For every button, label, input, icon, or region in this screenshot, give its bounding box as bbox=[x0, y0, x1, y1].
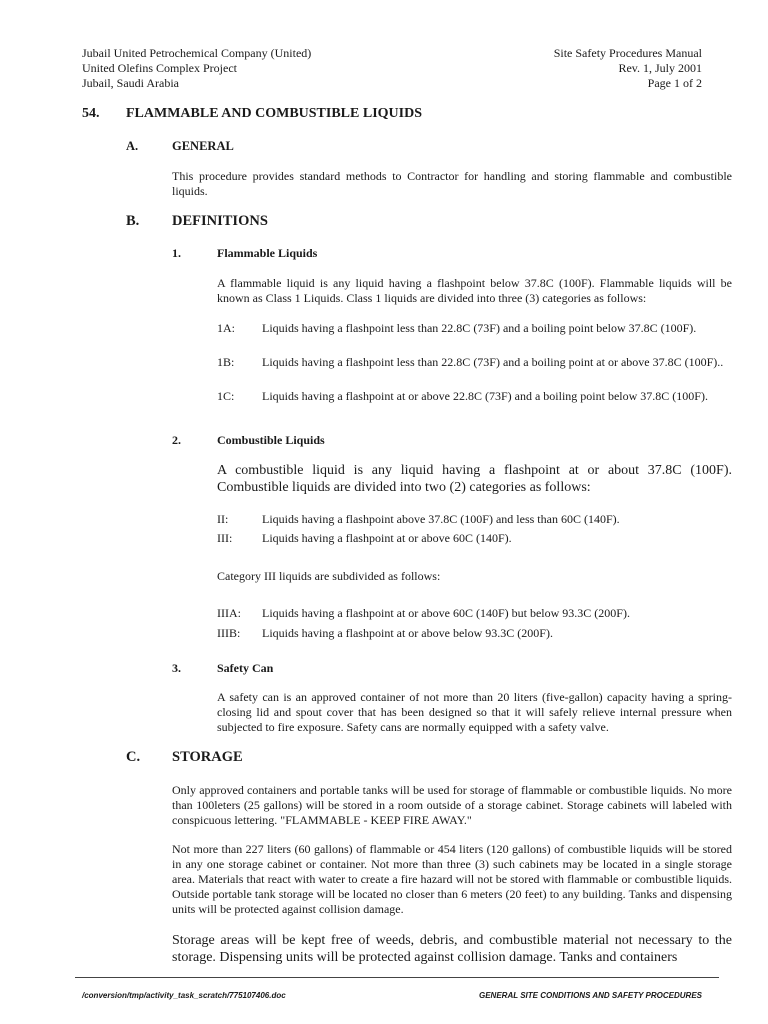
list-item bbox=[217, 531, 732, 547]
subsection-3-text: A safety can is an approved container of not more than 20 liters (five-gallon) capacity having a spring-closing lid and spout cover that has been designed so that it will safely relieve internal pressure when subjected to fire exposure. Safety cans are normally equipped with a safety valve. bbox=[217, 690, 732, 734]
list-item bbox=[217, 626, 732, 642]
subsection-3-number: 3. bbox=[172, 661, 181, 675]
category-description: Liquids having a flashpoint at or above 60C (140F). bbox=[262, 531, 512, 545]
procedure-number: 54. bbox=[82, 106, 100, 121]
section-c-heading: STORAGE bbox=[172, 749, 243, 765]
section-c-letter: C. bbox=[126, 749, 141, 765]
subsection-1-heading: Flammable Liquids bbox=[217, 246, 318, 260]
category-iii-intro: Category III liquids are subdivided as follows: bbox=[217, 569, 441, 583]
section-c-paragraph-1: Only approved containers and portable tanks will be used for storage of flammable or combustible liquids. No more than 100leters (25 gallons) will be stored in a room outside of a storage cabinet. Storage cabinets will labeled with conspicuous lettering. "FLAMMABLE - KEEP FIRE AWAY." bbox=[172, 783, 732, 827]
section-b-letter: B. bbox=[126, 213, 140, 229]
category-code: II: bbox=[217, 512, 229, 526]
header-project: United Olefins Complex Project bbox=[82, 61, 237, 75]
section-a-text: This procedure provides standard methods to Contractor for handling and storing flammable and combustible liquids. bbox=[172, 169, 732, 198]
list-item bbox=[217, 389, 732, 421]
category-code: 1C: bbox=[217, 389, 235, 403]
header-company: Jubail United Petrochemical Company (United) bbox=[82, 46, 312, 60]
footer-divider bbox=[75, 977, 719, 978]
subsection-2-text: A combustible liquid is any liquid having a flashpoint at or about 37.8C (100F). Combustible liquids are divided into two (2) categories as follows: bbox=[217, 463, 732, 495]
section-a-heading: GENERAL bbox=[172, 139, 234, 153]
header-manual: Site Safety Procedures Manual bbox=[553, 46, 702, 60]
category-description: Liquids having a flashpoint less than 22.8C (73F) and a boiling point below 37.8C (100F). bbox=[262, 321, 697, 335]
category-code: III: bbox=[217, 531, 233, 545]
list-item bbox=[217, 512, 732, 528]
section-a-letter: A. bbox=[126, 139, 139, 153]
header-manual-info bbox=[554, 46, 702, 91]
procedure-title: FLAMMABLE AND COMBUSTIBLE LIQUIDS bbox=[126, 106, 422, 121]
category-code: IIIA: bbox=[217, 606, 241, 620]
subsection-1-text: A flammable liquid is any liquid having a flashpoint below 37.8C (100F). Flammable liquids will be known as Class 1 Liquids. Class 1 liquids are divided into three (3) categories as follows: bbox=[217, 276, 732, 305]
header-company-info bbox=[82, 46, 311, 91]
category-description: Liquids having a flashpoint at or above 22.8C (73F) and a boiling point below 37.8C (100F). bbox=[262, 389, 708, 403]
header-location: Jubail, Saudi Arabia bbox=[82, 76, 179, 90]
section-b-heading: DEFINITIONS bbox=[172, 213, 268, 229]
subsection-1-number: 1. bbox=[172, 246, 181, 260]
footer-file-path: /conversion/tmp/activity_task_scratch/775107406.doc bbox=[82, 991, 286, 1000]
subsection-3-heading: Safety Can bbox=[217, 661, 274, 675]
subsection-2-heading: Combustible Liquids bbox=[217, 433, 325, 447]
category-description: Liquids having a flashpoint at or above below 93.3C (200F). bbox=[262, 626, 553, 640]
list-item bbox=[217, 606, 732, 622]
subsection-2-number: 2. bbox=[172, 433, 181, 447]
category-code: 1B: bbox=[217, 355, 235, 369]
category-description: Liquids having a flashpoint less than 22.8C (73F) and a boiling point at or above 37.8C (100F).. bbox=[262, 355, 724, 369]
footer-document-title: GENERAL SITE CONDITIONS AND SAFETY PROCEDURES bbox=[479, 991, 702, 1000]
section-c-paragraph-2: Not more than 227 liters (60 gallons) of flammable or 454 liters (120 gallons) of combustible liquids will be stored in any one storage cabinet or container. Not more than three (3) such cabinets may be located in a single storage area. Materials that react with water to create a fire hazard will not be stored with flammable or combustible liquids. Outside portable tank storage will be located no closer than 6 meters (20 feet) to any building. Tanks and dispensing units will be protected against collision damage. bbox=[172, 842, 732, 916]
header-page-number: Page 1 of 2 bbox=[647, 76, 702, 90]
section-c-paragraph-3: Storage areas will be kept free of weeds, debris, and combustible material not necessary to the storage. Dispensing units will be protected against collision damage. Tanks and containers bbox=[172, 933, 732, 965]
category-code: IIIB: bbox=[217, 626, 241, 640]
category-code: 1A: bbox=[217, 321, 235, 335]
header-revision: Rev. 1, July 2001 bbox=[618, 61, 702, 75]
list-item bbox=[217, 321, 732, 353]
category-description: Liquids having a flashpoint above 37.8C (100F) and less than 60C (140F). bbox=[262, 512, 620, 526]
category-description: Liquids having a flashpoint at or above 60C (140F) but below 93.3C (200F). bbox=[262, 606, 630, 620]
list-item bbox=[217, 355, 732, 387]
